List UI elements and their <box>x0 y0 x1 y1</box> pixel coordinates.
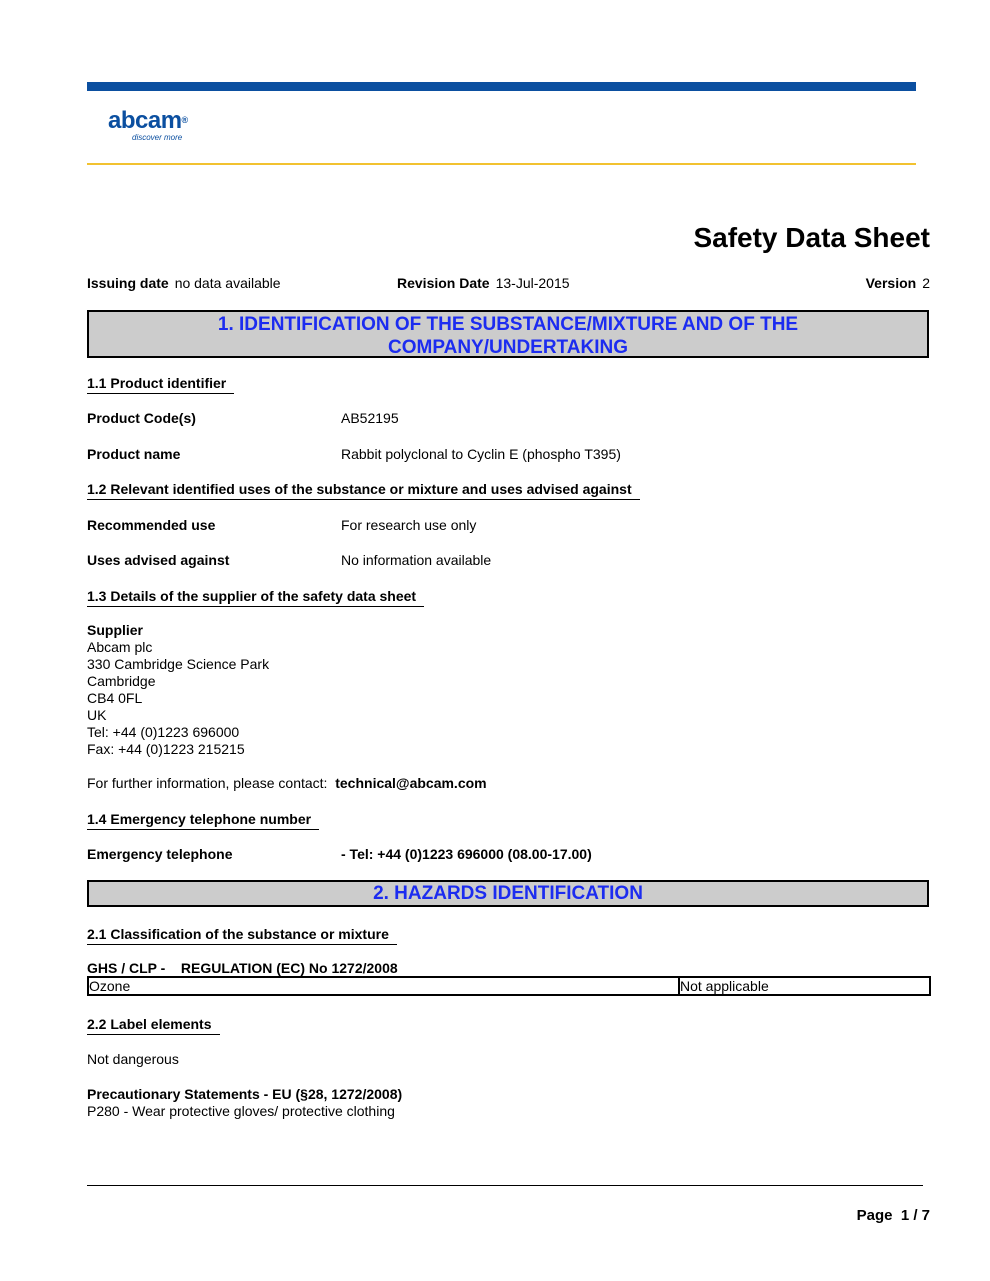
version-value: 2 <box>922 275 930 291</box>
abcam-logo <box>108 109 188 143</box>
contact-line <box>87 775 487 792</box>
revision-date-value: 13-Jul-2015 <box>495 275 570 291</box>
section-1-header <box>87 310 929 358</box>
emergency-telephone-label: Emergency telephone <box>87 846 233 862</box>
product-code-value: AB52195 <box>341 410 399 426</box>
section-1-title-line2: COMPANY/UNDERTAKING <box>388 337 628 358</box>
uses-advised-against-label: Uses advised against <box>87 552 230 568</box>
section-2-title: 2. HAZARDS IDENTIFICATION <box>373 883 643 904</box>
supplier-block <box>87 622 269 758</box>
page-value: 1 / 7 <box>900 1207 930 1224</box>
section-2-header <box>87 880 929 907</box>
page-label: Page <box>856 1207 893 1224</box>
uses-advised-against-value: No information available <box>341 552 492 568</box>
supplier-line: Abcam plc <box>87 639 153 655</box>
section-1-title-line1: 1. IDENTIFICATION OF THE SUBSTANCE/MIXTURE AND OF THE <box>217 314 799 335</box>
subsection-1-4: 1.4 Emergency telephone number <box>87 811 319 830</box>
product-code-label: Product Code(s) <box>87 410 196 426</box>
subsection-1-1: 1.1 Product identifier <box>87 375 234 394</box>
precautionary-statements <box>87 1086 402 1120</box>
issuing-date-value: no data available <box>174 275 281 291</box>
subsection-2-1: 2.1 Classification of the substance or mixture <box>87 926 397 945</box>
version <box>866 275 930 291</box>
logo-tagline: discover more <box>132 133 183 142</box>
supplier-fax: Fax: +44 (0)1223 215215 <box>87 741 245 757</box>
not-dangerous-text: Not dangerous <box>87 1051 179 1067</box>
supplier-line: 330 Cambridge Science Park <box>87 656 270 672</box>
precautionary-heading: Precautionary Statements - EU (§28, 1272/2008) <box>87 1086 403 1102</box>
logo-registered-mark: ® <box>181 115 188 125</box>
revision-date-label: Revision Date <box>397 275 490 291</box>
version-label: Version <box>865 275 917 291</box>
classification-table-name-cell: Ozone <box>89 978 680 994</box>
contact-email-link[interactable]: technical@abcam.com <box>335 775 487 791</box>
recommended-use-label: Recommended use <box>87 517 216 533</box>
subsection-2-2: 2.2 Label elements <box>87 1016 220 1035</box>
issuing-date <box>87 275 281 291</box>
contact-text: For further information, please contact: <box>87 775 328 791</box>
revision-date <box>397 275 570 291</box>
page-number <box>857 1207 930 1224</box>
supplier-phone: Tel: +44 (0)1223 696000 <box>87 724 240 740</box>
supplier-line: Cambridge <box>87 673 156 689</box>
precautionary-text: P280 - Wear protective gloves/ protective clothing <box>87 1103 395 1119</box>
issuing-date-label: Issuing date <box>87 275 169 291</box>
supplier-line: UK <box>87 707 107 723</box>
product-name-label: Product name <box>87 446 181 462</box>
supplier-heading: Supplier <box>87 622 144 638</box>
header-blue-bar <box>87 82 916 91</box>
emergency-telephone-value: - Tel: +44 (0)1223 696000 (08.00-17.00) <box>341 846 592 862</box>
supplier-line: CB4 0FL <box>87 690 143 706</box>
recommended-use-value: For research use only <box>341 517 477 533</box>
footer-rule <box>87 1185 923 1186</box>
product-name-value: Rabbit polyclonal to Cyclin E (phospho T395) <box>341 446 621 462</box>
logo-text: abcam <box>108 107 182 134</box>
subsection-1-3: 1.3 Details of the supplier of the safety data sheet <box>87 588 424 607</box>
document-title: Safety Data Sheet <box>693 222 930 253</box>
classification-table <box>87 976 931 996</box>
ghs-heading: GHS / CLP - REGULATION (EC) No 1272/2008 <box>87 960 398 976</box>
subsection-1-2: 1.2 Relevant identified uses of the substance or mixture and uses advised against <box>87 481 640 500</box>
header-gold-rule <box>87 163 916 165</box>
classification-table-value-cell: Not applicable <box>680 978 769 994</box>
